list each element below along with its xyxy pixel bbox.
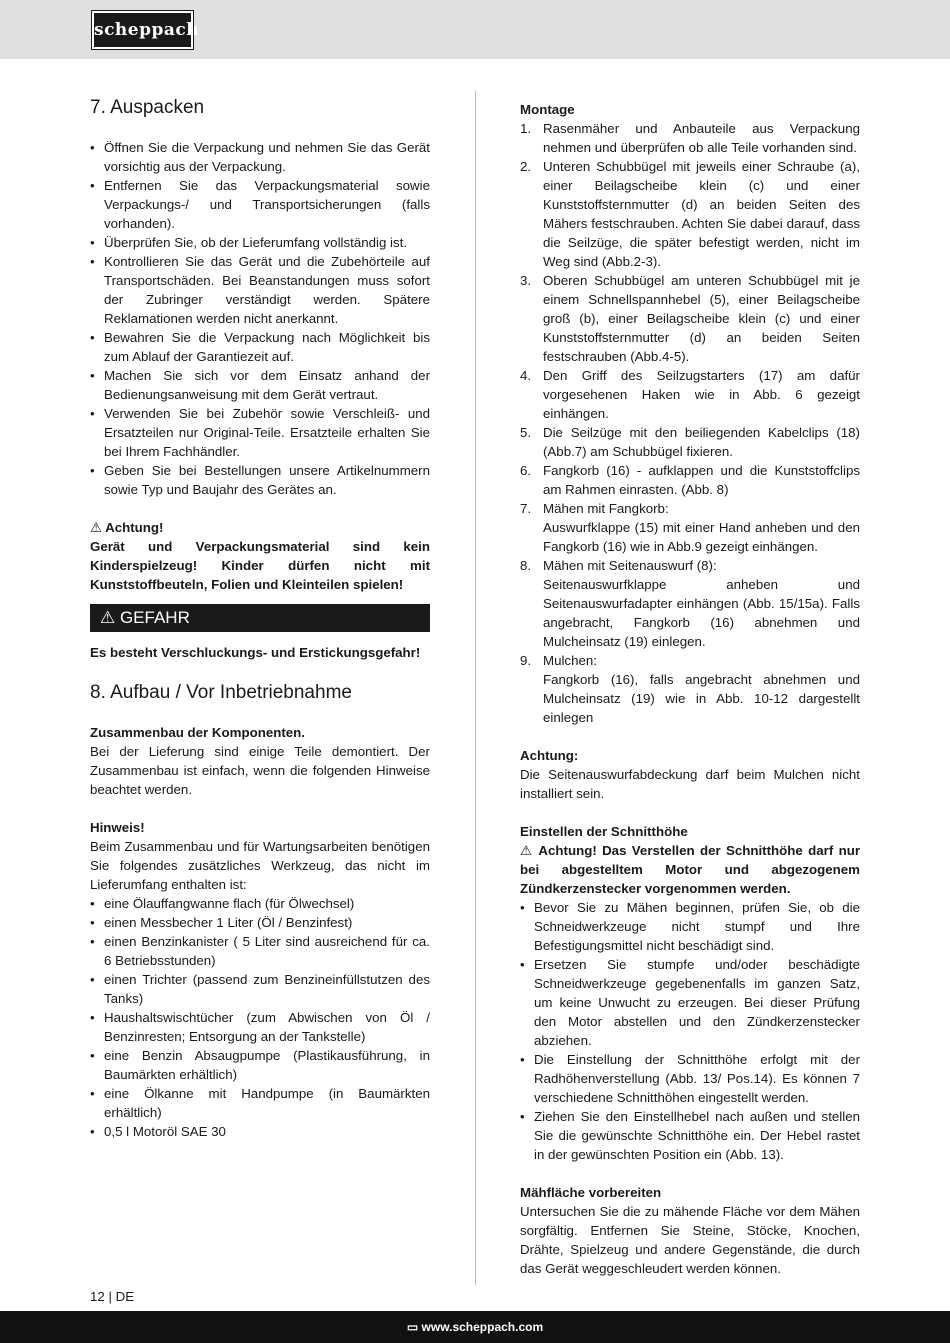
tool-item: • Haushaltswischtücher (zum Abwischen von Öl / Benzinresten; Entsorgung an der Tankstelle) bbox=[90, 1008, 430, 1046]
montage-step bbox=[520, 423, 860, 461]
prepare-text: Untersuchen Sie die zu mähende Fläche vor dem Mähen sorgfältig. Entfernen Sie Steine, Stöcke, Knochen, Drähte, Spielzeug und andere Gegenstände, die durch das Gerät weggeschleudert werden können. bbox=[520, 1204, 860, 1276]
scheppach-logo: scheppach bbox=[92, 11, 193, 49]
step-text: Mähen mit Fangkorb: bbox=[543, 501, 669, 516]
section-7-title: 7. Auspacken bbox=[90, 97, 205, 118]
page-header bbox=[0, 0, 950, 59]
step-subtext: Fangkorb (16), falls angebracht abnehmen und Mulcheinsatz (19) wie in Abb. 10-12 dargestellt einlegen bbox=[543, 672, 860, 725]
website-url: www.scheppach.com bbox=[421, 1320, 544, 1334]
cut-height-list bbox=[520, 898, 860, 1164]
montage-steps bbox=[520, 119, 860, 727]
danger-label: ⚠ GEFAHR bbox=[100, 608, 190, 627]
step-number: 7. bbox=[520, 501, 532, 516]
warning-icon: ⚠ bbox=[520, 843, 534, 858]
note-text: Beim Zusammenbau und für Wartungsarbeiten benötigen Sie folgendes zusätzliches Werkzeug, das nicht im Lieferumfang enthalten ist: bbox=[90, 839, 430, 892]
warning-icon: ⚠ bbox=[90, 520, 102, 535]
tool-item: • eine Benzin Absaugpumpe (Plastikausführung, in Baumärkten erhältlich) bbox=[90, 1046, 430, 1084]
list-item: • Kontrollieren Sie das Gerät und die Zubehörteile auf Transportschäden. Bei Beanstandungen muss sofort der Zubringer verständigt werden. Spätere Reklamationen werden nicht anerkannt. bbox=[90, 252, 430, 328]
list-item: • Öffnen Sie die Verpackung und nehmen Sie das Gerät vorsichtig aus der Verpackung. bbox=[90, 138, 430, 176]
warning-text: Gerät und Verpackungsmaterial sind kein Kinderspielzeug! Kinder dürfen nicht mit Kunststoffbeuteln, Folien und Kleinteilen spielen! bbox=[90, 539, 430, 592]
cut-height-warning bbox=[520, 841, 860, 898]
step-text: Fangkorb (16) - aufklappen und die Kunststoffclips am Rahmen einrasten. (Abb. 8) bbox=[543, 463, 860, 497]
website-link[interactable] bbox=[0, 1311, 950, 1343]
step-text: Mähen mit Seitenauswurf (8): bbox=[543, 558, 717, 573]
list-item: • Ziehen Sie den Einstellhebel nach außen und stellen Sie die gewünschte Schnitthöhe ein. Der Hebel rastet in der gewünschten Position ein (Abb. 13). bbox=[520, 1107, 860, 1164]
step-number: 5. bbox=[520, 425, 532, 440]
step-number: 3. bbox=[520, 273, 532, 288]
column-divider bbox=[475, 90, 476, 1285]
note-heading: Hinweis! bbox=[90, 820, 145, 835]
montage-step bbox=[520, 271, 860, 366]
list-item: • Bewahren Sie die Verpackung nach Möglichkeit bis zum Ablauf der Garantiezeit auf. bbox=[90, 328, 430, 366]
assembly-heading: Zusammenbau der Komponenten. bbox=[90, 725, 305, 740]
montage-heading: Montage bbox=[520, 102, 575, 117]
montage-step bbox=[520, 157, 860, 271]
step-text: Den Griff des Seilzugstarters (17) am dafür vorgesehenen Haken wie in Abb. 6 gezeigt einhängen. bbox=[543, 368, 860, 421]
list-item: • Ersetzen Sie stumpfe und/oder beschädigte Schneidwerkzeuge gegebenenfalls im ganzen Satz, um keine Unwucht zu erzeugen. Bei dieser Prüfung den Motor abstellen und den Zündkerzenstecker abziehen. bbox=[520, 955, 860, 1050]
step-number: 1. bbox=[520, 121, 532, 136]
unpacking-list bbox=[90, 138, 430, 499]
list-item: • Die Einstellung der Schnitthöhe erfolgt mit der Radhöhenverstellung (Abb. 13/ Pos.14). Es können 7 verschiedene Schnitthöhen eingestellt werden. bbox=[520, 1050, 860, 1107]
list-item: • Bevor Sie zu Mähen beginnen, prüfen Sie, ob die Schneidwerkzeuge nicht stumpf und Ihre Befestigungsmittel nicht beschädigt sind. bbox=[520, 898, 860, 955]
prepare-heading: Mähfläche vorbereiten bbox=[520, 1185, 662, 1200]
step-number: 6. bbox=[520, 463, 532, 478]
page-footer bbox=[0, 1311, 950, 1343]
caution-heading: Achtung: bbox=[520, 748, 579, 763]
list-item: • Überprüfen Sie, ob der Lieferumfang vollständig ist. bbox=[90, 233, 430, 252]
cut-height-warning-text: Achtung! Das Verstellen der Schnitthöhe darf nur bei abgestelltem Motor und abgezogenem Zündkerzenstecker vorgenommen werden. bbox=[520, 843, 860, 896]
tool-item: • eine Ölauffangwanne flach (für Ölwechsel) bbox=[90, 894, 430, 913]
step-number: 9. bbox=[520, 653, 532, 668]
right-column bbox=[520, 93, 860, 1278]
tool-item: • einen Messbecher 1 Liter (Öl / Benzinfest) bbox=[90, 913, 430, 932]
list-item: • Machen Sie sich vor dem Einsatz anhand der Bedienungsanweisung mit dem Gerät vertraut. bbox=[90, 366, 430, 404]
tool-item: • einen Trichter (passend zum Benzineinfüllstutzen des Tanks) bbox=[90, 970, 430, 1008]
caution-text: Die Seitenauswurfabdeckung darf beim Mulchen nicht installiert sein. bbox=[520, 767, 860, 801]
step-number: 2. bbox=[520, 159, 532, 174]
step-number: 8. bbox=[520, 558, 532, 573]
assembly-text: Bei der Lieferung sind einige Teile demontiert. Der Zusammenbau ist einfach, wenn die folgenden Hinweise beachtet werden. bbox=[90, 744, 430, 797]
step-text: Rasenmäher und Anbauteile aus Verpackung nehmen und überprüfen ob alle Teile vorhanden sind. bbox=[543, 121, 860, 155]
page-number: 12 | DE bbox=[90, 1289, 135, 1304]
monitor-icon: ▭ bbox=[406, 1320, 419, 1334]
step-subtext: Auswurfklappe (15) mit einer Hand anheben und den Fangkorb (16) wie in Abb.9 gezeigt einhängen. bbox=[543, 520, 860, 554]
list-item: • Geben Sie bei Bestellungen unsere Artikelnummern sowie Typ und Baujahr des Gerätes an. bbox=[90, 461, 430, 499]
step-subtext: Seitenauswurfklappe anheben und Seitenauswurfadapter einhängen (Abb. 15/15a). Falls angebracht, Fangkorb (16) abnehmen und Mulcheinsatz (19) einlegen. bbox=[543, 577, 860, 649]
montage-step bbox=[520, 499, 860, 556]
step-text: Die Seilzüge mit den beiliegenden Kabelclips (18) (Abb.7) am Schubbügel fixieren. bbox=[543, 425, 860, 459]
list-item: • Entfernen Sie das Verpackungsmaterial sowie Verpackungs-/ und Transportsicherungen (falls vorhanden). bbox=[90, 176, 430, 233]
left-column bbox=[90, 93, 430, 1141]
tool-item: • einen Benzinkanister ( 5 Liter sind ausreichend für ca. 6 Betriebsstunden) bbox=[90, 932, 430, 970]
montage-step bbox=[520, 366, 860, 423]
list-item: • Verwenden Sie bei Zubehör sowie Verschleiß- und Ersatzteilen nur Original-Teile. Ersatzteile erhalten Sie bei Ihrem Fachhändler. bbox=[90, 404, 430, 461]
montage-step bbox=[520, 119, 860, 157]
danger-banner bbox=[90, 604, 430, 632]
step-text: Unteren Schubbügel mit jeweils einer Schraube (a), einer Beilagscheibe klein (c) und einer Kunststoffsternmutter (d) an beiden Seiten des Mähers festschrauben. Achten Sie dabei darauf, dass die Seilzüge, die später befestigt werden, nicht im Weg sind (Abb.2-3). bbox=[543, 159, 860, 269]
cut-height-heading: Einstellen der Schnitthöhe bbox=[520, 824, 688, 839]
warning-title: Achtung! bbox=[105, 520, 164, 535]
tools-list bbox=[90, 894, 430, 1141]
tool-item: • eine Ölkanne mit Handpumpe (in Baumärkten erhältlich) bbox=[90, 1084, 430, 1122]
step-number: 4. bbox=[520, 368, 532, 383]
montage-step bbox=[520, 461, 860, 499]
danger-text: Es besteht Verschluckungs- und Erstickungsgefahr! bbox=[90, 645, 421, 660]
tool-item: • 0,5 l Motoröl SAE 30 bbox=[90, 1122, 430, 1141]
section-8-title: 8. Aufbau / Vor Inbetriebnahme bbox=[90, 682, 352, 703]
montage-step bbox=[520, 651, 860, 727]
step-text: Oberen Schubbügel am unteren Schubbügel mit je einem Schnellspannhebel (5), einer Beilagscheibe groß (b), einer Beilagscheibe klein (c) und einer Kunststoffsternmutter (d) an beiden Seiten festschrauben (Abb.4-5). bbox=[543, 273, 860, 364]
step-text: Mulchen: bbox=[543, 653, 597, 668]
montage-step bbox=[520, 556, 860, 651]
warning-heading bbox=[90, 518, 430, 537]
